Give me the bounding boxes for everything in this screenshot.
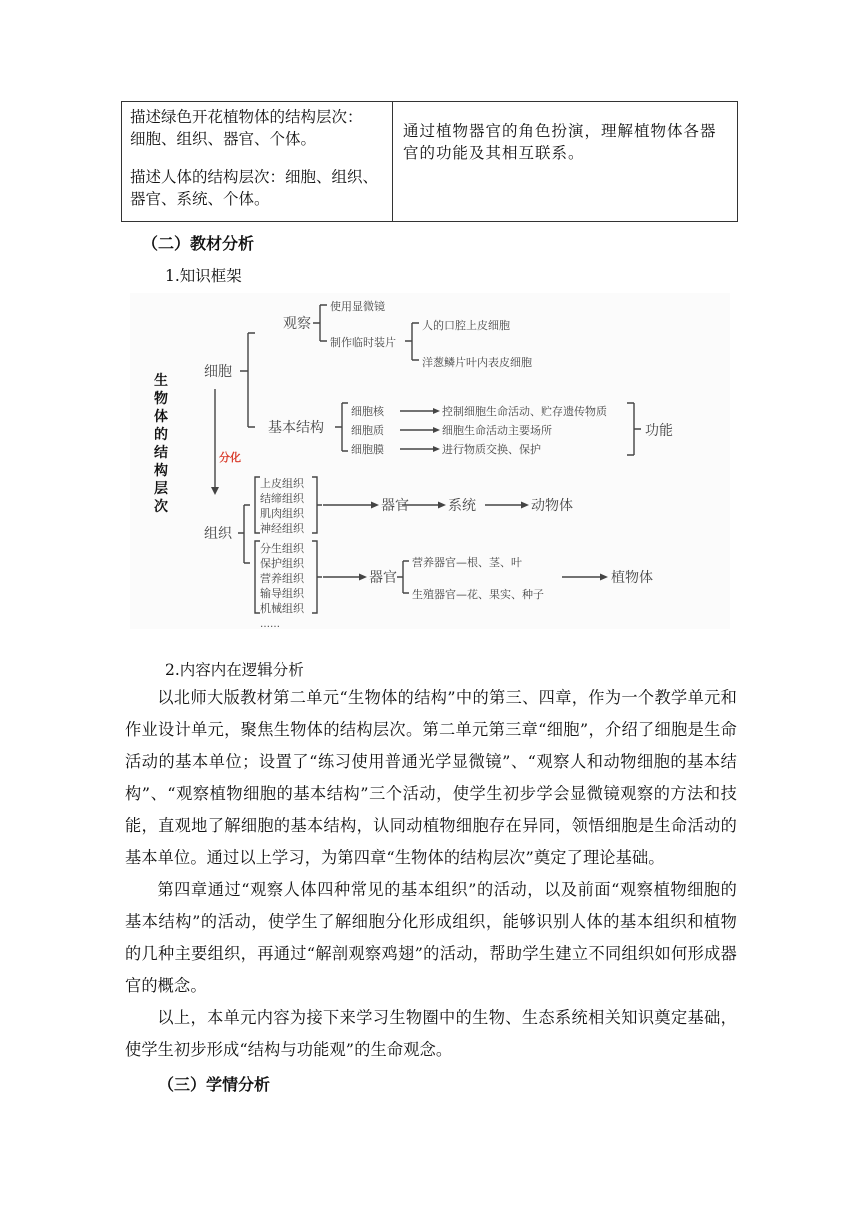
reproductive-organ-label: 生殖器官—花、果实、种子 xyxy=(412,588,544,601)
basic-structure-label: 基本结构 xyxy=(268,420,324,436)
title-char: 构 xyxy=(154,463,168,479)
membrane-function: 进行物质交换、保护 xyxy=(442,443,541,456)
title-char: 的 xyxy=(154,427,168,443)
sub2-title: 2.内容内在逻辑分析 xyxy=(165,661,304,679)
paragraph-1: 以北师大版教材第二单元“生物体的结构”中的第三、四章，作为一个教学单元和作业设计单元，聚焦生物体的结构层次。第二单元第三章“细胞”，介绍了细胞是生命活动的基本单位；设置了“练习使用普通光学显微镜”、“观察人和动物细胞的基本结构”、“观察植物细胞的基本结构”三个活动，使学生初步学会显微镜观察的方法和技能，直观地了解细胞的基本结构，认同动植物细胞存在异同，领悟细胞是生命活动的基本单位。通过以上学习，为第四章“生物体的结构层次”奠定了理论基础。 xyxy=(125,688,737,867)
plant-structure-line-2: 细胞、组织、器官、个体。 xyxy=(130,130,317,148)
title-char: 次 xyxy=(154,499,168,515)
plant-structure-line-1: 描述绿色开花植物体的结构层次： xyxy=(130,108,363,126)
function-label: 功能 xyxy=(645,423,673,439)
paragraph-2: 第四章通过“观察人体四种常见的基本组织”的活动，以及前面“观察植物细胞的基本结构”的活动，使学生了解细胞分化形成组织，能够识别人体的基本组织和植物的几种主要组织，再通过“解剖观察鸡翅”的活动，帮助学生建立不同组织如何形成器官的概念。 xyxy=(125,880,737,995)
section2-title: （二）教材分析 xyxy=(142,234,255,253)
section3-title: （三）学情分析 xyxy=(158,1075,271,1094)
plant-tissue-more: …… xyxy=(260,619,280,629)
cytoplasm-label: 细胞质 xyxy=(351,424,384,437)
plant-tissue-2: 保护组织 xyxy=(260,557,304,570)
title-char: 结 xyxy=(154,445,168,461)
make-slide-label: 制作临时装片 xyxy=(330,336,396,349)
differentiation-label: 分化 xyxy=(219,451,241,464)
animal-tissue-4: 神经组织 xyxy=(260,522,304,535)
use-microscope-label: 使用显微镜 xyxy=(330,300,385,313)
human-structure-line-1: 描述人体的结构层次：细胞、组织、 xyxy=(130,168,379,186)
animal-body-label: 动物体 xyxy=(531,498,573,514)
observe-label: 观察 xyxy=(283,316,311,332)
analysis-body xyxy=(125,682,737,1066)
table-left-cell xyxy=(122,102,393,222)
tissue-label: 组织 xyxy=(204,526,232,542)
animal-tissue-1: 上皮组织 xyxy=(260,477,304,490)
plant-tissue-3: 营养组织 xyxy=(260,572,304,585)
title-char: 体 xyxy=(154,409,168,425)
onion-cell-label: 洋葱鳞片叶内表皮细胞 xyxy=(422,356,532,369)
knowledge-framework-diagram xyxy=(130,293,730,629)
title-char: 物 xyxy=(154,391,168,407)
cell-label: 细胞 xyxy=(204,364,232,380)
plant-body-label: 植物体 xyxy=(611,570,653,586)
membrane-label: 细胞膜 xyxy=(351,443,384,456)
animal-tissue-2: 结缔组织 xyxy=(260,492,304,505)
organ-label-plant: 器官 xyxy=(369,570,397,586)
system-label: 系统 xyxy=(448,498,476,514)
cytoplasm-function: 细胞生命活动主要场所 xyxy=(442,424,552,437)
objectives-table xyxy=(121,101,738,222)
plant-tissue-1: 分生组织 xyxy=(260,542,304,555)
animal-tissue-3: 肌肉组织 xyxy=(260,507,304,520)
plant-tissue-5: 机械组织 xyxy=(260,602,304,615)
nucleus-label: 细胞核 xyxy=(351,405,384,418)
title-char: 生 xyxy=(154,373,168,389)
sub1-title: 1.知识框架 xyxy=(165,267,242,285)
title-char: 层 xyxy=(154,481,168,497)
organ-label-animal: 器官 xyxy=(381,498,409,514)
human-structure-line-2: 器官、系统、个体。 xyxy=(130,190,270,208)
plant-tissue-4: 输导组织 xyxy=(260,587,304,600)
nucleus-function: 控制细胞生命活动、贮存遗传物质 xyxy=(442,405,607,418)
table-right-cell: 通过植物器官的角色扮演，理解植物体各器官的功能及其相互联系。 xyxy=(393,102,738,222)
vegetative-organ-label: 营养器官—根、茎、叶 xyxy=(412,556,522,569)
paragraph-3: 以上，本单元内容为接下来学习生物圈中的生物、生态系统相关知识奠定基础，使学生初步形成“结构与功能观”的生命观念。 xyxy=(125,1008,737,1059)
oral-cell-label: 人的口腔上皮细胞 xyxy=(422,319,510,332)
